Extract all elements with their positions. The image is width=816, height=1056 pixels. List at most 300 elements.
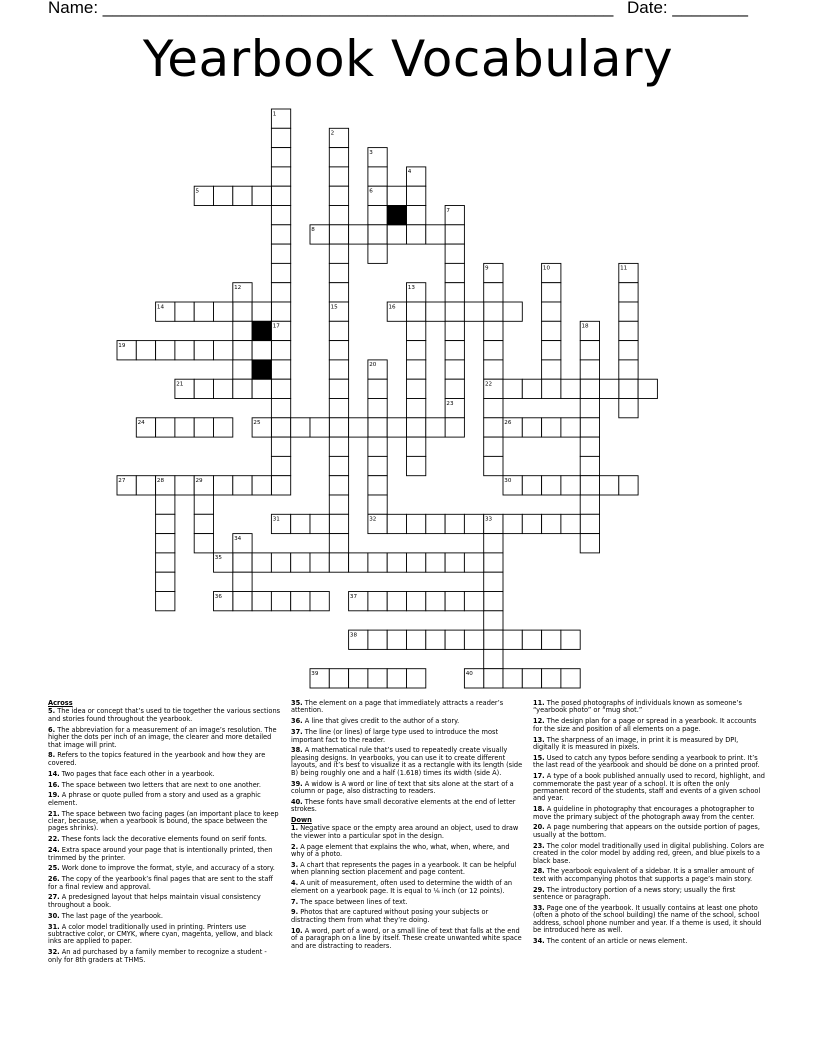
grid-cell[interactable] — [368, 244, 387, 263]
grid-cell[interactable] — [503, 302, 522, 321]
grid-cell[interactable] — [368, 476, 387, 495]
clue-number: 1 — [272, 111, 277, 118]
grid-cell[interactable] — [329, 553, 348, 572]
clue-item: 11. The posed photographs of individuals known as someone’s “yearbook photo” or “mug shot.” — [533, 699, 742, 715]
grid-cell[interactable] — [194, 534, 213, 553]
grid-cell[interactable] — [329, 167, 348, 186]
grid-cell[interactable] — [407, 592, 426, 611]
grid-cell[interactable] — [368, 206, 387, 225]
clue-number: 36 — [214, 593, 222, 600]
grid-cell[interactable] — [175, 341, 194, 360]
grid-cell[interactable] — [291, 553, 310, 572]
grid-cell[interactable] — [580, 514, 599, 533]
grid-cell[interactable] — [542, 360, 561, 379]
grid-cell[interactable] — [580, 476, 599, 495]
grid-cell[interactable] — [522, 630, 541, 649]
grid-cell[interactable] — [542, 341, 561, 360]
grid-cell[interactable] — [329, 148, 348, 167]
grid-cell[interactable] — [542, 321, 561, 340]
clue-item: 28. The yearbook equivalent of a sidebar. It is a smaller amount of text with accompanying photos that supports a page’s main story. — [533, 867, 755, 883]
grid-cell[interactable] — [445, 263, 464, 282]
clue-item: 23. The color model traditionally used in digital publishing. Colors are created in the color model by adding red, green, and blue pixels to a black base. — [533, 841, 765, 865]
grid-cell[interactable] — [561, 630, 580, 649]
grid-cell[interactable] — [271, 302, 290, 321]
grid-cell[interactable] — [484, 283, 503, 302]
clue-item: 3. A chart that represents the pages in a yearbook. It can be helpful when planning section placement and page content. — [291, 861, 517, 877]
grid-cell[interactable] — [233, 572, 252, 591]
grid-cell[interactable] — [445, 302, 464, 321]
grid-cell[interactable] — [542, 630, 561, 649]
grid-cell[interactable] — [426, 592, 445, 611]
clue-item: 5. The idea or concept that’s used to tie together the various sections and stories found throughout the yearbook. — [48, 707, 281, 723]
grid-cell[interactable] — [561, 669, 580, 688]
grid-cell[interactable] — [252, 476, 271, 495]
grid-cell[interactable] — [194, 341, 213, 360]
grid-cell[interactable] — [561, 514, 580, 533]
grid-cell[interactable] — [522, 669, 541, 688]
clue-number: 12 — [234, 285, 242, 291]
grid-cell[interactable] — [484, 592, 503, 611]
grid-cell[interactable] — [329, 379, 348, 398]
grid-cell[interactable] — [407, 514, 426, 533]
clue-number: 4 — [407, 169, 412, 176]
grid-cell[interactable] — [561, 379, 580, 398]
clue-number: 23 — [446, 400, 454, 407]
grid-cell[interactable] — [329, 206, 348, 225]
grid-cell[interactable] — [387, 514, 406, 533]
grid-cell[interactable] — [156, 514, 175, 533]
grid-cell[interactable] — [271, 128, 290, 147]
grid-cell[interactable] — [214, 476, 233, 495]
clue-number: 11 — [620, 265, 628, 272]
grid-cell[interactable] — [175, 418, 194, 437]
clue-item: 19. A phrase or quote pulled from a story and used as a graphic element. — [48, 791, 261, 807]
clue-number: 10 — [542, 265, 551, 272]
grid-cell[interactable] — [407, 399, 426, 418]
grid-cell[interactable] — [252, 553, 271, 572]
grid-cell[interactable] — [271, 263, 290, 282]
grid-cell[interactable] — [542, 302, 561, 321]
clue-item: 31. A color model traditionally used in printing. Printers use subtractive color, or CMYK, where cyan, magenta, yellow, and black inks are applied to paper. — [48, 922, 273, 946]
grid-cell[interactable] — [310, 592, 329, 611]
grid-cell[interactable] — [233, 186, 252, 205]
grid-cell[interactable] — [638, 379, 657, 398]
grid-cell[interactable] — [426, 418, 445, 437]
grid-cell[interactable] — [271, 437, 290, 456]
grid-cell[interactable] — [522, 476, 541, 495]
grid-cell[interactable] — [619, 379, 638, 398]
grid-cell[interactable] — [445, 321, 464, 340]
grid-cell[interactable] — [329, 283, 348, 302]
clue-number: 17 — [272, 323, 280, 330]
grid-cell[interactable] — [619, 302, 638, 321]
clue-number: 14 — [156, 304, 165, 311]
clue-item: 8. Refers to the topics featured in the yearbook and how they are covered. — [48, 751, 266, 767]
grid-cell[interactable] — [136, 476, 155, 495]
clue-number: 37 — [349, 593, 358, 600]
clue-item: 35. The element on a page that immediately attracts a reader’s attention. — [291, 699, 504, 715]
grid-cell[interactable] — [407, 437, 426, 456]
grid-cell[interactable] — [310, 418, 329, 437]
grid-cell[interactable] — [426, 302, 445, 321]
grid-cell[interactable] — [426, 514, 445, 533]
clues-column-1 — [48, 700, 281, 968]
clue-number: 29 — [195, 478, 203, 484]
grid-cell[interactable] — [464, 514, 483, 533]
clue-item: 32. An ad purchased by a family member to recognize a student - only for 8th graders at THMS. — [48, 948, 267, 964]
grid-cell[interactable] — [233, 302, 252, 321]
grid-cell[interactable] — [194, 379, 213, 398]
grid-cell[interactable] — [271, 399, 290, 418]
clue-item: 37. The line (or lines) of large type used to introduce the most important fact to the reader. — [291, 728, 499, 744]
grid-cell[interactable] — [600, 476, 619, 495]
grid-cell[interactable] — [329, 476, 348, 495]
grid-cell[interactable] — [329, 244, 348, 263]
grid-cell[interactable] — [368, 399, 387, 418]
grid-cell[interactable] — [484, 669, 503, 688]
grid-cell[interactable] — [445, 283, 464, 302]
clue-item: 24. Extra space around your page that is intentionally printed, then trimmed by the printer. — [48, 846, 273, 862]
grid-cell[interactable] — [503, 669, 522, 688]
grid-cell[interactable] — [271, 360, 290, 379]
grid-cell[interactable] — [329, 321, 348, 340]
clue-item: 34. The content of an article or news element. — [533, 937, 688, 946]
grid-cell[interactable] — [542, 514, 561, 533]
grid-cell[interactable] — [194, 495, 213, 514]
grid-cell[interactable] — [310, 553, 329, 572]
grid-cell[interactable] — [445, 341, 464, 360]
grid-cell[interactable] — [484, 321, 503, 340]
grid-cell[interactable] — [233, 553, 252, 572]
clue-number: 7 — [446, 207, 450, 214]
grid-cell[interactable] — [464, 553, 483, 572]
grid-cell[interactable] — [580, 341, 599, 360]
grid-cell[interactable] — [600, 379, 619, 398]
grid-cell[interactable] — [484, 572, 503, 591]
clue-item: 9. Photos that are captured without posing your subjects or distracting them from what they’re doing. — [291, 908, 489, 924]
grid-cell[interactable] — [194, 514, 213, 533]
grid-cell[interactable] — [233, 360, 252, 379]
clue-number: 2 — [330, 130, 335, 137]
grid-cell[interactable] — [522, 418, 541, 437]
grid-cell[interactable] — [271, 244, 290, 263]
grid-cell[interactable] — [214, 341, 233, 360]
clue-item: 6. The abbreviation for a measurement of an image’s resolution. The higher the dots per inch of an image, the clearer and more detailed that image will print. — [48, 725, 277, 749]
grid-cell[interactable] — [387, 592, 406, 611]
grid-cell[interactable] — [522, 379, 541, 398]
clue-number: 13 — [407, 285, 415, 291]
grid-cell[interactable] — [580, 379, 599, 398]
clue-item: 40. These fonts have small decorative elements at the end of letter strokes. — [291, 797, 516, 814]
grid-cell[interactable] — [271, 341, 290, 360]
grid-cell[interactable] — [407, 553, 426, 572]
grid-cell[interactable] — [329, 456, 348, 475]
grid-cell[interactable] — [349, 553, 368, 572]
grid-cell[interactable] — [214, 379, 233, 398]
grid-cell[interactable] — [252, 341, 271, 360]
clue-item: 4. A unit of measurement, often used to determine the width of an element on a yearbook page. It is equal to ⅙ inch (or 12 points). — [291, 879, 513, 895]
grid-cell[interactable] — [271, 592, 290, 611]
clue-number: 35 — [214, 555, 222, 562]
across-heading: Across — [48, 699, 73, 707]
grid-cell[interactable] — [252, 592, 271, 611]
grid-cell[interactable] — [329, 263, 348, 282]
grid-cell[interactable] — [271, 167, 290, 186]
grid-cell[interactable] — [271, 456, 290, 475]
clues-column-2 — [291, 700, 524, 953]
clue-item: 25. Work done to improve the format, style, and accuracy of a story. — [48, 864, 275, 873]
grid-cell[interactable] — [407, 302, 426, 321]
grid-cell[interactable] — [619, 321, 638, 340]
grid-cell[interactable] — [329, 360, 348, 379]
clue-item: 12. The design plan for a page or spread in a yearbook. It accounts for the size and position of all elements on a page. — [533, 717, 757, 733]
grid-cell[interactable] — [194, 418, 213, 437]
grid-cell[interactable] — [503, 630, 522, 649]
grid-cell[interactable] — [368, 225, 387, 244]
grid-cell[interactable] — [291, 592, 310, 611]
grid-cell[interactable] — [484, 534, 503, 553]
grid-cell[interactable] — [407, 321, 426, 340]
black-cell — [387, 206, 406, 225]
clue-number: 16 — [388, 304, 396, 311]
grid-cell[interactable] — [214, 302, 233, 321]
grid-cell[interactable] — [368, 669, 387, 688]
grid-cell[interactable] — [484, 437, 503, 456]
grid-cell[interactable] — [194, 302, 213, 321]
grid-cell[interactable] — [271, 418, 290, 437]
grid-cell[interactable] — [329, 669, 348, 688]
grid-cell[interactable] — [445, 360, 464, 379]
clue-item: 30. The last page of the yearbook. — [48, 911, 163, 920]
grid-cell[interactable] — [522, 514, 541, 533]
grid-cell[interactable] — [503, 514, 522, 533]
grid-cell[interactable] — [426, 630, 445, 649]
grid-cell[interactable] — [329, 341, 348, 360]
grid-cell[interactable] — [580, 399, 599, 418]
grid-cell[interactable] — [271, 148, 290, 167]
grid-cell[interactable] — [252, 302, 271, 321]
clue-item: 39. A widow is A word or line of text that sits alone at the start of a column or page, also distracting to readers. — [291, 779, 514, 795]
grid-cell[interactable] — [407, 341, 426, 360]
grid-cell[interactable] — [484, 302, 503, 321]
grid-cell[interactable] — [329, 399, 348, 418]
grid-cell[interactable] — [368, 553, 387, 572]
clue-number: 9 — [485, 265, 489, 272]
grid-cell[interactable] — [445, 553, 464, 572]
grid-cell[interactable] — [542, 379, 561, 398]
grid-cell[interactable] — [542, 418, 561, 437]
grid-cell[interactable] — [445, 630, 464, 649]
grid-cell[interactable] — [407, 418, 426, 437]
grid-cell[interactable] — [503, 379, 522, 398]
clue-number: 34 — [234, 535, 242, 542]
grid-cell[interactable] — [484, 630, 503, 649]
grid-cell[interactable] — [368, 379, 387, 398]
clue-item: 14. Two pages that face each other in a yearbook. — [48, 769, 215, 778]
grid-cell[interactable] — [426, 553, 445, 572]
grid-cell[interactable] — [407, 206, 426, 225]
grid-cell[interactable] — [271, 206, 290, 225]
grid-cell[interactable] — [368, 495, 387, 514]
grid-cell[interactable] — [233, 321, 252, 340]
black-cell — [252, 321, 271, 340]
grid-cell[interactable] — [271, 283, 290, 302]
grid-cell[interactable] — [580, 437, 599, 456]
grid-cell[interactable] — [619, 360, 638, 379]
grid-cell[interactable] — [387, 553, 406, 572]
clue-number: 32 — [369, 516, 377, 523]
grid-cell[interactable] — [156, 495, 175, 514]
grid-cell[interactable] — [387, 418, 406, 437]
grid-cell[interactable] — [445, 592, 464, 611]
grid-cell[interactable] — [349, 669, 368, 688]
grid-cell[interactable] — [484, 418, 503, 437]
grid-cell[interactable] — [387, 225, 406, 244]
grid-cell[interactable] — [291, 418, 310, 437]
grid-cell[interactable] — [271, 476, 290, 495]
grid-cell[interactable] — [445, 379, 464, 398]
grid-cell[interactable] — [329, 437, 348, 456]
grid-cell[interactable] — [464, 592, 483, 611]
grid-cell[interactable] — [271, 553, 290, 572]
grid-cell[interactable] — [445, 418, 464, 437]
grid-cell[interactable] — [329, 186, 348, 205]
clue-item: 38. A mathematical rule that’s used to repeatedly create visually pleasing designs. In yearbooks, you can use it to create different layouts, and it’s best to visualize it as a rectangle with its length (side B) being roughly one and a half (1.618) times its width (side A). — [291, 746, 523, 777]
grid-cell[interactable] — [387, 186, 406, 205]
clue-number: 6 — [369, 188, 373, 195]
grid-cell[interactable] — [368, 456, 387, 475]
grid-cell[interactable] — [484, 399, 503, 418]
grid-cell[interactable] — [407, 669, 426, 688]
clue-number: 5 — [195, 188, 200, 195]
grid-cell[interactable] — [233, 341, 252, 360]
clue-item: 17. A type of a book published annually used to record, highlight, and commemorate the past year of a school. It is often the only permanent record of the students, staff and events of a given school and year. — [533, 772, 765, 803]
grid-cell[interactable] — [542, 283, 561, 302]
grid-cell[interactable] — [445, 225, 464, 244]
grid-cell[interactable] — [464, 630, 483, 649]
clue-item: 22. These fonts lack the decorative elements found on serif fonts. — [48, 835, 267, 844]
grid-cell[interactable] — [484, 649, 503, 668]
grid-cell[interactable] — [484, 360, 503, 379]
grid-cell[interactable] — [329, 534, 348, 553]
clue-item: 13. The sharpness of an image, in print it is measured by DPI, digitally it is measured in pixels. — [533, 735, 739, 751]
grid-cell[interactable] — [619, 341, 638, 360]
grid-cell[interactable] — [156, 572, 175, 591]
grid-cell[interactable] — [619, 476, 638, 495]
clue-number: 39 — [311, 671, 319, 677]
grid-cell[interactable] — [156, 592, 175, 611]
grid-cell[interactable] — [464, 302, 483, 321]
clue-number: 3 — [369, 149, 373, 156]
grid-cell[interactable] — [580, 360, 599, 379]
clue-item: 26. The copy of the yearbook’s final pages that are sent to the staff for a final review and approval. — [48, 875, 273, 891]
grid-cell[interactable] — [561, 418, 580, 437]
grid-cell[interactable] — [484, 553, 503, 572]
grid-cell[interactable] — [407, 360, 426, 379]
grid-cell[interactable] — [329, 495, 348, 514]
grid-cell[interactable] — [426, 225, 445, 244]
grid-cell[interactable] — [484, 611, 503, 630]
clue-number: 21 — [176, 381, 184, 388]
grid-cell[interactable] — [214, 186, 233, 205]
name-field-label: Name: ______________________________________________________ — [48, 0, 614, 17]
grid-cell[interactable] — [271, 379, 290, 398]
clue-item: 29. The introductory portion of a news story; usually the first sentence or paragraph. — [533, 885, 736, 902]
grid-cells[interactable] — [117, 109, 657, 688]
grid-cell[interactable] — [368, 167, 387, 186]
clue-number: 24 — [137, 420, 145, 427]
grid-cell[interactable] — [368, 437, 387, 456]
grid-cell[interactable] — [233, 379, 252, 398]
grid-cell[interactable] — [542, 476, 561, 495]
grid-cell[interactable] — [329, 225, 348, 244]
grid-cell[interactable] — [214, 418, 233, 437]
grid-cell[interactable] — [619, 283, 638, 302]
grid-cell[interactable] — [484, 456, 503, 475]
grid-cell[interactable] — [156, 418, 175, 437]
grid-cell[interactable] — [175, 302, 194, 321]
clues-column-3 — [533, 700, 766, 949]
grid-cell[interactable] — [619, 399, 638, 418]
clue-number: 31 — [272, 516, 280, 523]
grid-cell[interactable] — [407, 379, 426, 398]
clue-number: 25 — [253, 420, 261, 427]
grid-cell[interactable] — [368, 418, 387, 437]
grid-cell[interactable] — [580, 495, 599, 514]
grid-cell[interactable] — [387, 669, 406, 688]
grid-cell[interactable] — [387, 630, 406, 649]
grid-cell[interactable] — [580, 534, 599, 553]
grid-cell[interactable] — [580, 418, 599, 437]
grid-cell[interactable] — [368, 630, 387, 649]
clue-number: 22 — [485, 381, 493, 388]
grid-cell[interactable] — [445, 244, 464, 263]
grid-cell[interactable] — [252, 186, 271, 205]
grid-cell[interactable] — [156, 341, 175, 360]
clue-number: 40 — [465, 671, 473, 677]
grid-cell[interactable] — [233, 476, 252, 495]
grid-cell[interactable] — [407, 456, 426, 475]
grid-cell[interactable] — [580, 456, 599, 475]
grid-cell[interactable] — [368, 592, 387, 611]
grid-cell[interactable] — [252, 379, 271, 398]
grid-cell[interactable] — [407, 630, 426, 649]
grid-cell[interactable] — [349, 418, 368, 437]
clue-item: 33. Page one of the yearbook. It usually contains at least one photo (often a photo of the school building) the name of the school, school address, school phone number and year. If a theme is used, it should be introduced here as well. — [533, 903, 762, 935]
grid-cell[interactable] — [561, 476, 580, 495]
grid-cell[interactable] — [445, 514, 464, 533]
grid-cell[interactable] — [291, 514, 310, 533]
clue-item: 27. A predesigned layout that helps maintain visual consistency throughout a book. — [48, 893, 261, 909]
grid-cell[interactable] — [407, 186, 426, 205]
grid-cell[interactable] — [484, 341, 503, 360]
grid-cell[interactable] — [542, 669, 561, 688]
grid-cell[interactable] — [136, 341, 155, 360]
grid-cell[interactable] — [271, 186, 290, 205]
grid-cell[interactable] — [310, 514, 329, 533]
grid-cell[interactable] — [329, 418, 348, 437]
grid-cell[interactable] — [407, 225, 426, 244]
grid-cell[interactable] — [156, 534, 175, 553]
grid-cell[interactable] — [233, 592, 252, 611]
clue-item: 1. Negative space or the empty area around an object, used to draw the viewer into a particular spot in the design. — [291, 824, 519, 840]
grid-cell[interactable] — [271, 225, 290, 244]
black-cell — [252, 360, 271, 379]
grid-cell[interactable] — [329, 514, 348, 533]
grid-cell[interactable] — [175, 476, 194, 495]
grid-cell[interactable] — [349, 225, 368, 244]
grid-cell[interactable] — [156, 553, 175, 572]
